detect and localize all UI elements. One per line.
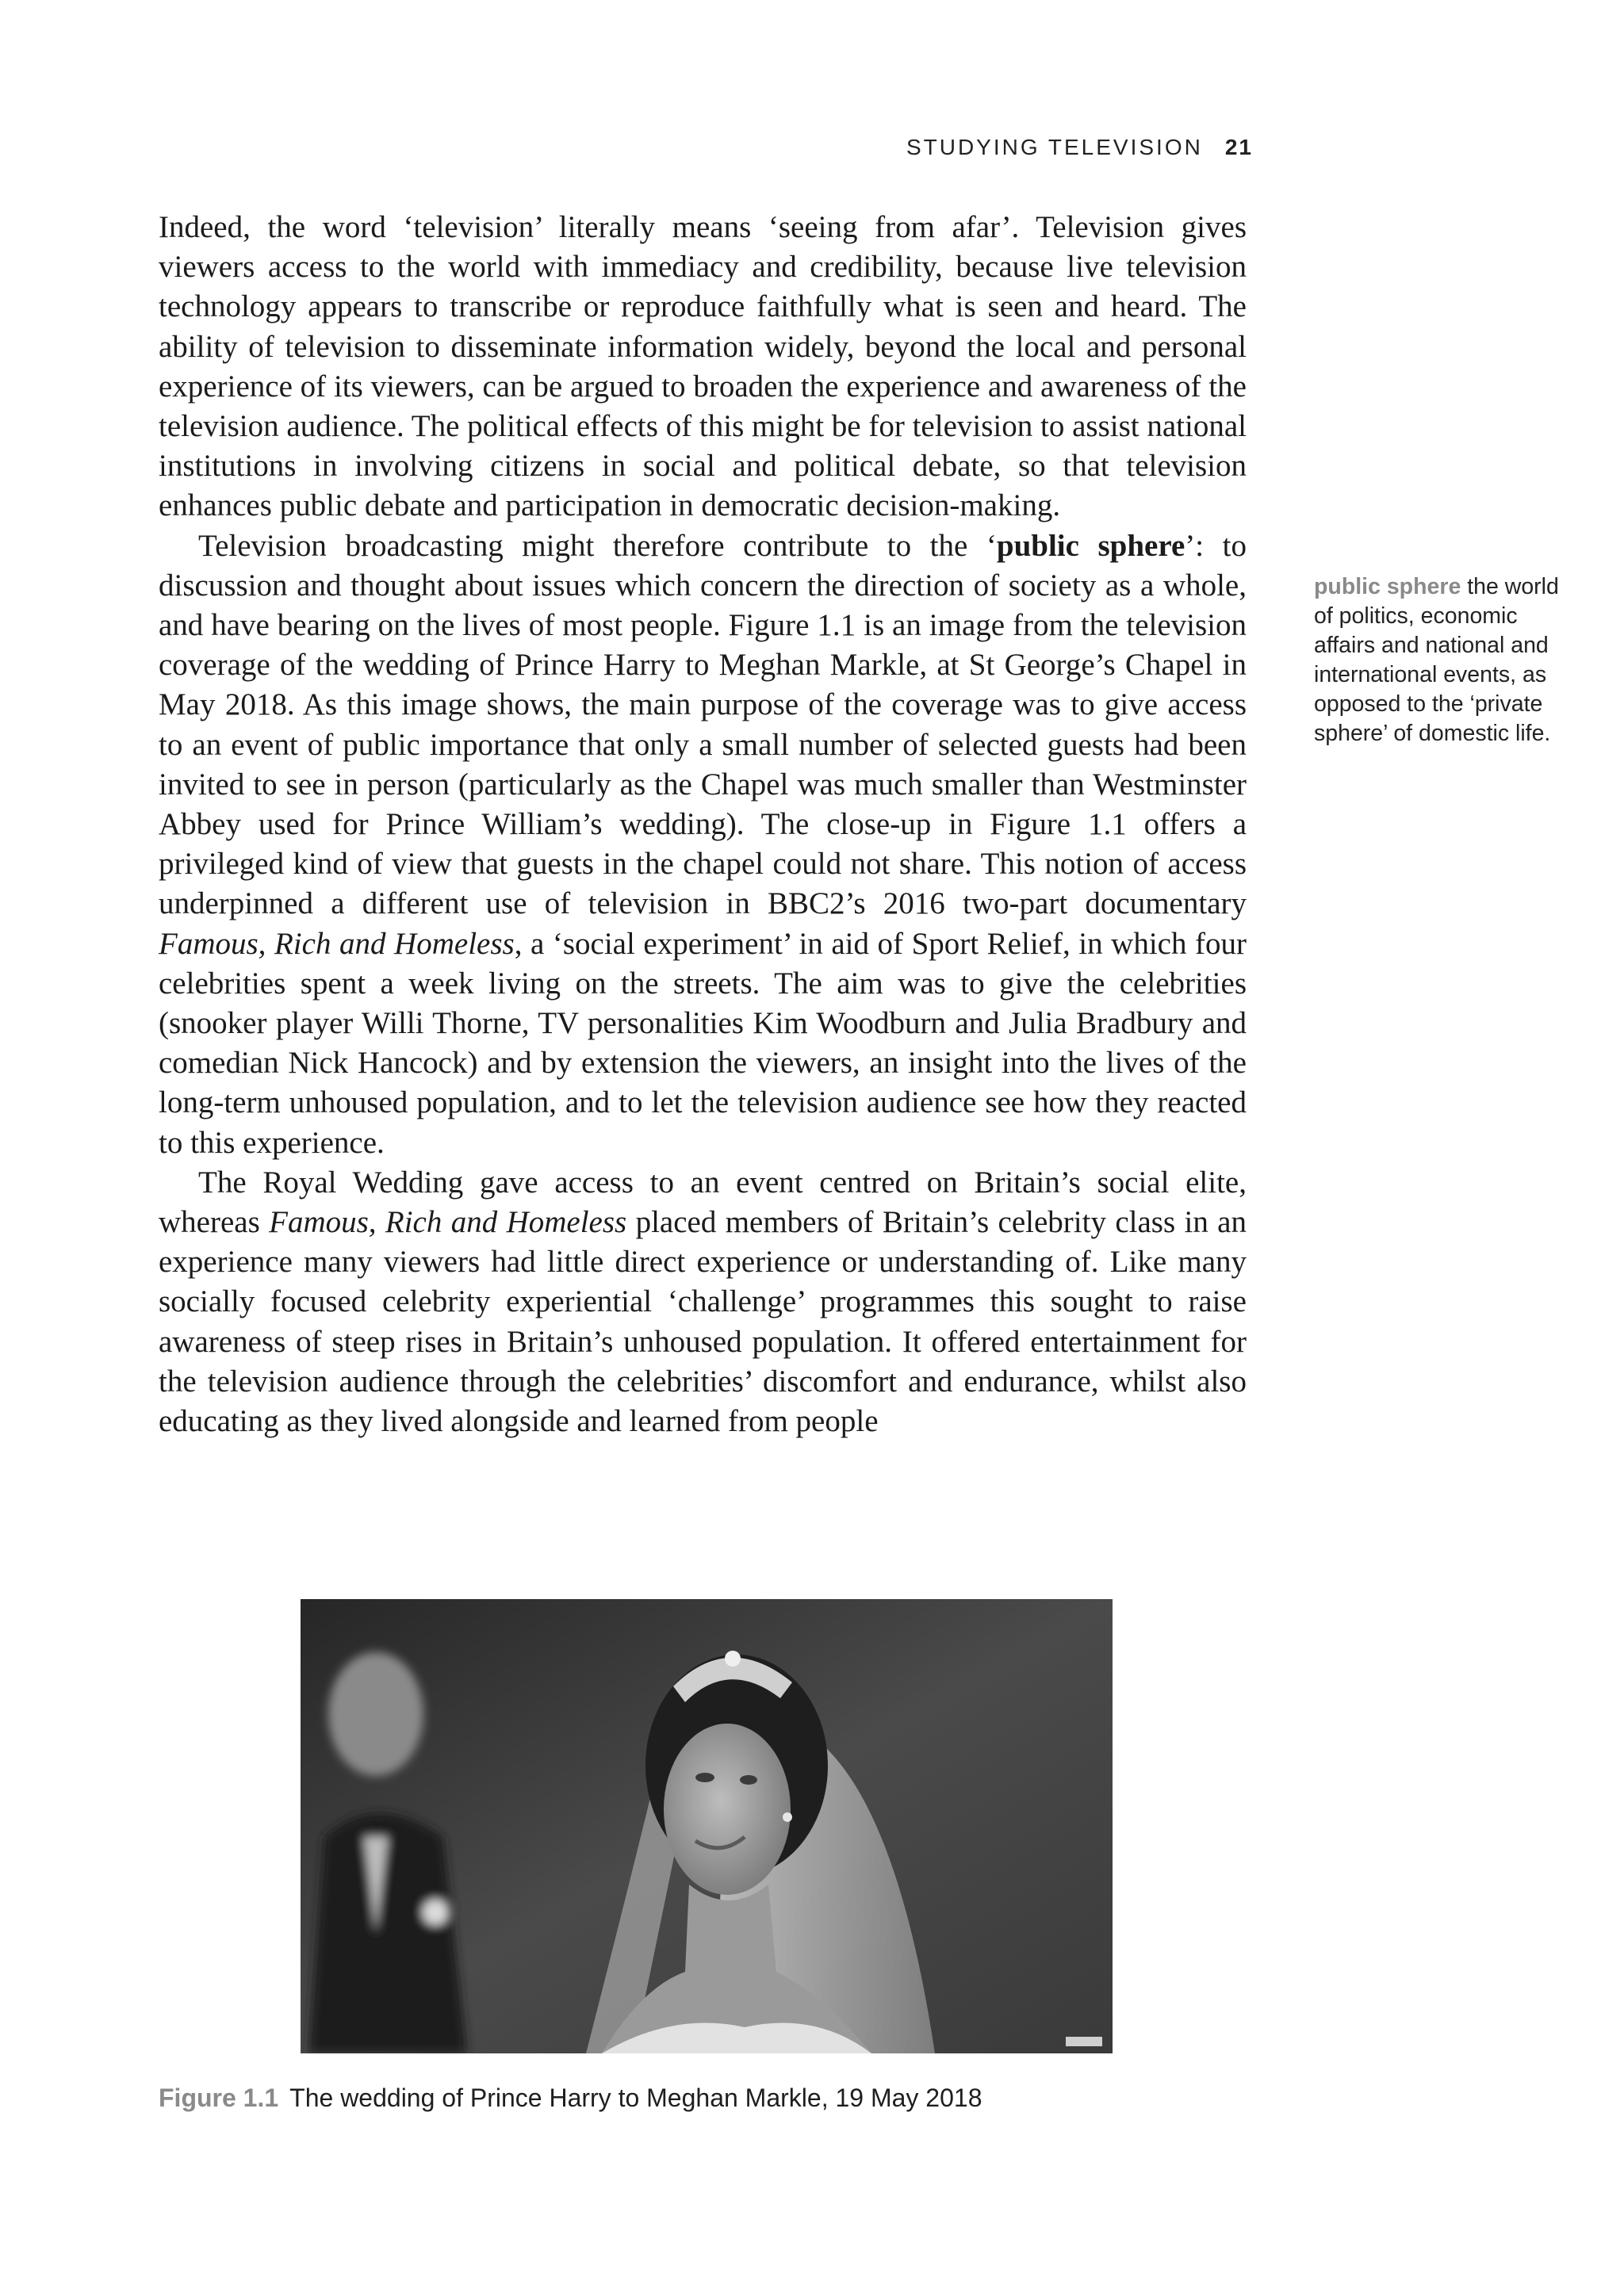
key-term-public-sphere: public sphere	[996, 528, 1185, 563]
programme-title: Famous, Rich and Homeless	[159, 926, 515, 961]
paragraph-1: Indeed, the word ‘television’ literally means ‘seeing from afar’. Television gives viewers access to the world with immediacy and credibility, because live television technology appears to transcribe or reproduce faithfully what is seen and heard. The ability of television to disseminate information widely, beyond the local and personal experience of its viewers, can be argued to broaden the experience and awareness of the television audience. The political effects of this might be for television to assist national institutions in involving citizens in social and political debate, so that television enhances public debate and participation in democratic decision-making.	[159, 210, 1247, 523]
paragraph-3: The Royal Wedding gave access to an event centred on Britain’s social elite, whereas Famous, Rich and Homeless placed members of Britain’s celebrity class in an experience many viewers had little direct experience or understanding of. Like many socially focused celebrity experiential ‘challenge’ programmes this sought to raise awareness of steep rises in Britain’s unhoused population. It offered entertainment for the television audience through the celebrities’ discomfort and endurance, whilst also educating as they lived alongside and learned from people	[159, 1165, 1247, 1439]
running-head-title: STUDYING TELEVISION	[906, 135, 1203, 159]
broadcaster-watermark	[1066, 2037, 1102, 2046]
paragraph-2: Television broadcasting might therefore contribute to the ‘public sphere’: to discussion and thought about issues which concern the direction of society as a whole, and have bearing on the lives of most people. Figure 1.1 is an image from the television coverage of the wedding of Prince Harry to Meghan Markle, at St George’s Chapel in May 2018. As this image shows, the main purpose of the coverage was to give access to an event of public importance that only a small number of selected guests had been invited to see in person (particularly as the Chapel was much smaller than Westminster Abbey used for Prince William’s wedding). The close-up in Figure 1.1 offers a privileged kind of view that guests in the chapel could not share. This notion of access underpinned a different use of television in BBC2’s 2016 two-part documentary Famous, Rich and Homeless, a ‘social experiment’ in aid of Sport Relief, in which four celebrities spent a week living on the streets. The aim was to give the celebrities (snooker player Willi Thorne, TV personalities Kim Woodburn and Julia Bradbury and comedian Nick Hancock) and by extension the viewers, an insight into the lives of the long-term unhoused population, and to let the television audience see how they reacted to this experience.	[159, 528, 1247, 1160]
body-text	[159, 208, 1247, 1441]
glossary-definition: the world of politics, economic affairs and national and international events, as opposed to the ‘private sphere’ of domestic life.	[1314, 574, 1559, 746]
figure-number: Figure 1.1	[159, 2084, 279, 2112]
wedding-photo	[301, 1599, 1113, 2053]
figure-caption	[159, 2084, 982, 2113]
glossary-term: public sphere	[1314, 574, 1461, 599]
running-head	[906, 135, 1253, 160]
programme-title: Famous, Rich and Homeless	[269, 1205, 627, 1240]
face	[664, 1724, 791, 1895]
margin-glossary-note	[1314, 572, 1576, 748]
caption-text: The wedding of Prince Harry to Meghan Markle, 19 May 2018	[289, 2084, 982, 2112]
page-number: 21	[1224, 135, 1253, 159]
wedding-photo-illustration	[301, 1599, 1113, 2053]
